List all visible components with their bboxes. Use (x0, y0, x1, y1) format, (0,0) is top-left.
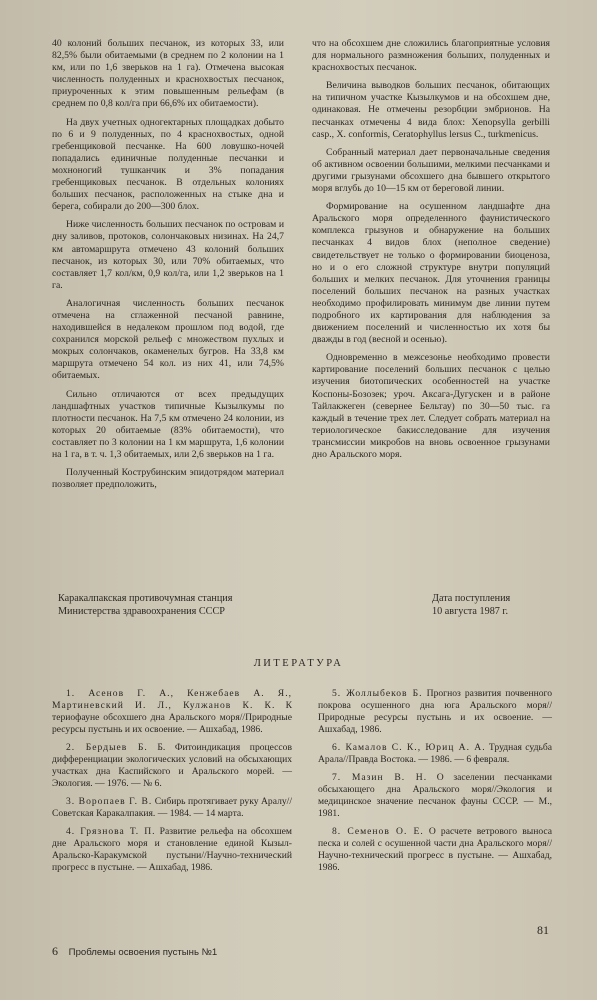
paragraph: что на обсохшем дне сложились благоприятные условия для нормального размножения больших, полуденных и краснохвостых песчанок. (312, 38, 550, 74)
signature-number: 6 (52, 944, 58, 958)
reference-text: Б. Фитоиндикация процессов дифференциации экологических условий на обсыхающих участках дна Каспийского и Аральского морей. — Экология. — 1976. — № 6. (52, 742, 293, 789)
reference-author: 5. Жоллыбеков Б. (332, 688, 423, 699)
reference-item (318, 688, 552, 736)
reference-item (52, 688, 292, 736)
reference-text: О расчете ветрового выноса песка и солей с осушенной части дна Аральского моря//Научно-технический прогресс в пустыне. — Ашхабад, 1986. (318, 826, 553, 873)
affiliation-line: Министерства здравоохранения СССР (58, 606, 225, 617)
reference-author: 6. Камалов С. К., Юриц А. А. (332, 742, 486, 753)
reference-item (318, 742, 552, 766)
references-right (318, 688, 552, 880)
paragraph: Аналогичная численность больших песчанок отмечена на сглаженной песчаной равнине, находившейся в недалеком прошлом под водой, где сохранился морской рельеф с множеством пухлых и мокрых солончаков, окаменелых бугров. На 33,8 км маршрута отмечено 54 кол. из них 41, или 74,5% обитаемых. (52, 297, 284, 382)
affiliation (58, 592, 308, 618)
reference-item (52, 796, 292, 820)
reference-author: 8. Семенов О. Е. (332, 826, 424, 837)
received-label: Дата поступления (432, 593, 511, 604)
paragraph: Одновременно в межсезонье необходимо провести картирование поселений больших песчанок с целью изучения биотопических особенностей на участке Коспоны-Бозозек; уроч. Аксага-Дугускен и в районе Тайлакжеген (севернее Бельтау) по 30—50 тыс. га каждый в течение трех лет. Следует собрать материал на териологическое бакисследование для изучения трансмиссии микробов на вновь освоенное грызунами дно Аральского моря. (312, 352, 550, 460)
reference-text: О заселении песчанками обсыхающего дна Аральского моря//Экология и медицинское значение песчанок фауны СССР. — М., 1981. (318, 772, 553, 819)
literature-heading: ЛИТЕРАТУРА (253, 658, 344, 669)
reference-text: Прогноз развития почвенного покрова осушенного дна юга Аральского моря//Природные ресурсы пустынь и их освоение. — Ашхабад, 1986. (318, 688, 552, 735)
reference-item (318, 772, 552, 820)
reference-item (52, 826, 292, 874)
page-footer (52, 944, 217, 959)
paragraph: Сильно отличаются от всех предыдущих ландшафтных участков типичные Кызылкумы по плотности песчанок. На 7,5 км отмечено 24 колонии, из которых 20 обитаемые (83% обитаемости), что составляет по 3 колонии на 1 км маршрута, 1,6 колонии на 1 га, в т. ч. 1,3 обитаемых, или 2,6 зверьков на 1 га. (52, 388, 284, 460)
right-text-column (312, 38, 550, 467)
reference-item (318, 826, 552, 874)
paragraph: На двух учетных одногектарных площадках добыто по 6 и 9 полуденных, по 4 краснохвостых, одной гребенщиковой песчанке. На 600 ловушко-ночей попадались единичные полуденные песчанки и мохноногий тушканчик и 3% попадания гребенщиковых песчанок. В отдельных колониях больших песчанок, расположенных на стыке дна и берега, собирали до 200—300 блох. (52, 116, 284, 213)
paragraph: 40 колоний больших песчанок, из которых 33, или 82,5% были обитаемыми (в среднем по 2 колонии на 1 км, или по 1,6 зверьков на 1 га). Отмечена высокая численность полуденных и краснохвостых песчанок, приуроченных к этим повышенным рельефам (в среднем по 0,8 кол/га при 66,6% их обитаемости). (52, 38, 284, 110)
journal-title: Проблемы освоения пустынь №1 (68, 947, 218, 958)
paragraph: Собранный материал дает первоначальные сведения об активном освоении большими, мелкими песчанками и другими грызунами обсохшего дна бывшего открытого моря вглубь до 10—15 км от береговой линии. (312, 146, 550, 195)
reference-text: Трудная судьба Арала//Правда Востока. — 1986. — 6 февраля. (318, 742, 552, 765)
reference-author: 7. Мазин В. Н. (332, 772, 428, 783)
paragraph: Формирование на осушенном ландшафте дна Аральского моря определенного фаунистического комплекса грызунов и обнаружение на больших песчанках 4 видов блох (неполное сведение) свидетельствует не только о формировании биоценоза, но и о его сложной структуре внутри популяций больших и мелких песчанок. Для уточнения границы поселений больших песчанок на разных участках необходимо профилировать минимум две линии путем подробного их картирования для наблюдения за движением поселений и численностью их хотя бы дважды в год (весной и осенью). (312, 201, 550, 346)
reference-text: Развитие рельефа на обсохшем дне Аральского моря и становление единой Кызыл-Аральско-Каракумской пустыни//Научно-технический прогресс в пустыне. — Ашхабад, 1986. (52, 826, 292, 873)
received-value: 10 августа 1987 г. (432, 606, 509, 617)
paragraph: Полученный Кострубинским эпидотрядом материал позволяет предположить, (52, 467, 284, 491)
affiliation-line: Каракалпакская противочумная станция (58, 593, 233, 604)
reference-text: К териофауне обсохшего дна Аральского моря//Природные ресурсы пустынь и их освоение. — Ашхабад, 1986. (52, 700, 292, 735)
reference-item (52, 742, 292, 790)
paragraph: Величина выводков больших песчанок, обитающих на типичном участке Кызылкумов и на обсохшем дне, одинаковая. Не отмечены резорбции эмбрионов. На песчанках отмечены 4 вида блох: Xenopsylla gerbilli casp., X. conformis, Ceratophyllus lersus C., turkmenicus. (312, 80, 550, 140)
reference-author: 2. Бердыев Б. (66, 742, 148, 753)
reference-author: 3. Воропаев Г. В. (66, 796, 153, 807)
received-date (432, 592, 572, 618)
reference-text: Сибирь протягивает руку Аралу//Советская Каракалпакия. — 1984. — 14 марта. (52, 796, 292, 819)
paragraph: Ниже численность больших песчанок по островам и дну заливов, протоков, солончаковых низинах. На 24,7 км автомаршрута отмечено 43 колоний больших песчанок, из которых 30, или 70% обитаемых, что составляет 1,7 кол/км, 0,9 кол/га, или 1,2 зверьков на 1 га. (52, 219, 284, 291)
left-text-column (52, 38, 284, 497)
page-number: 81 (537, 923, 549, 937)
reference-author: 1. Асенов Г. А., Кенжебаев А. Я., Мартиневский И. Л., Кулжанов К. К. (52, 688, 292, 711)
references-left (52, 688, 292, 880)
reference-author: 4. Грязнова Т. П. (66, 826, 156, 837)
